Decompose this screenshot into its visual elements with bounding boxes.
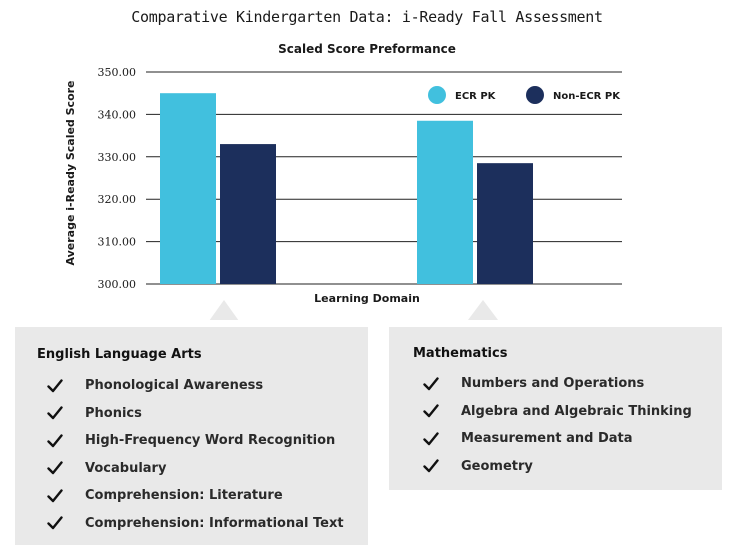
check-icon bbox=[47, 489, 85, 503]
math-callout-pointer bbox=[462, 300, 504, 320]
skill-list-item bbox=[47, 400, 344, 428]
check-icon bbox=[47, 516, 85, 530]
y-tick-label: 340.00 bbox=[97, 108, 136, 122]
check-icon bbox=[47, 406, 85, 420]
skill-label: Algebra and Algebraic Thinking bbox=[461, 403, 692, 419]
skill-list-item bbox=[423, 398, 692, 426]
legend-label: ECR PK bbox=[455, 91, 496, 102]
bar bbox=[417, 121, 473, 284]
skill-list-item bbox=[423, 425, 692, 453]
y-tick-label: 310.00 bbox=[97, 235, 136, 249]
chart-subtitle: Scaled Score Preformance bbox=[278, 42, 456, 56]
skill-list-item bbox=[423, 453, 692, 481]
check-icon bbox=[47, 461, 85, 475]
skill-label: Phonological Awareness bbox=[85, 378, 264, 394]
chart-title: Comparative Kindergarten Data: i-Ready Fall Assessment bbox=[131, 8, 603, 26]
skill-list-item bbox=[47, 482, 344, 510]
check-icon bbox=[423, 377, 461, 391]
check-icon bbox=[423, 432, 461, 446]
check-icon bbox=[47, 379, 85, 393]
skill-list-item bbox=[47, 427, 344, 455]
x-axis-label: Learning Domain bbox=[314, 292, 420, 305]
y-tick-label: 330.00 bbox=[97, 150, 136, 164]
legend-swatch bbox=[526, 86, 544, 104]
skill-label: Comprehension: Informational Text bbox=[85, 515, 344, 531]
y-tick-label: 350.00 bbox=[97, 66, 136, 79]
check-icon bbox=[423, 459, 461, 473]
ela-callout-pointer bbox=[204, 300, 244, 320]
skill-label: Measurement and Data bbox=[461, 431, 633, 447]
legend-label: Non-ECR PK bbox=[553, 91, 620, 102]
bar bbox=[160, 93, 216, 284]
skill-label: Geometry bbox=[461, 458, 533, 474]
math-skill-list bbox=[423, 370, 692, 480]
y-tick-label: 300.00 bbox=[97, 278, 136, 291]
skill-list-item bbox=[47, 455, 344, 483]
y-tick-label: 320.00 bbox=[97, 193, 136, 207]
ela-skill-list bbox=[47, 372, 344, 537]
check-icon bbox=[423, 404, 461, 418]
y-axis-label: Average i-Ready Scaled Score bbox=[64, 80, 77, 266]
skill-list-item bbox=[423, 370, 692, 398]
skill-label: Vocabulary bbox=[85, 460, 167, 476]
legend-swatch bbox=[428, 86, 446, 104]
ela-callout bbox=[15, 327, 368, 545]
bar bbox=[220, 144, 276, 284]
skill-list-item bbox=[47, 510, 344, 538]
skill-list-item bbox=[47, 372, 344, 400]
math-callout-title: Mathematics bbox=[413, 346, 508, 361]
skill-label: Comprehension: Literature bbox=[85, 488, 283, 504]
ela-callout-title: English Language Arts bbox=[37, 347, 202, 362]
check-icon bbox=[47, 434, 85, 448]
skill-label: High-Frequency Word Recognition bbox=[85, 433, 336, 449]
skill-label: Phonics bbox=[85, 405, 142, 421]
math-callout bbox=[389, 327, 722, 490]
bar bbox=[477, 163, 533, 284]
skill-label: Numbers and Operations bbox=[461, 376, 645, 392]
